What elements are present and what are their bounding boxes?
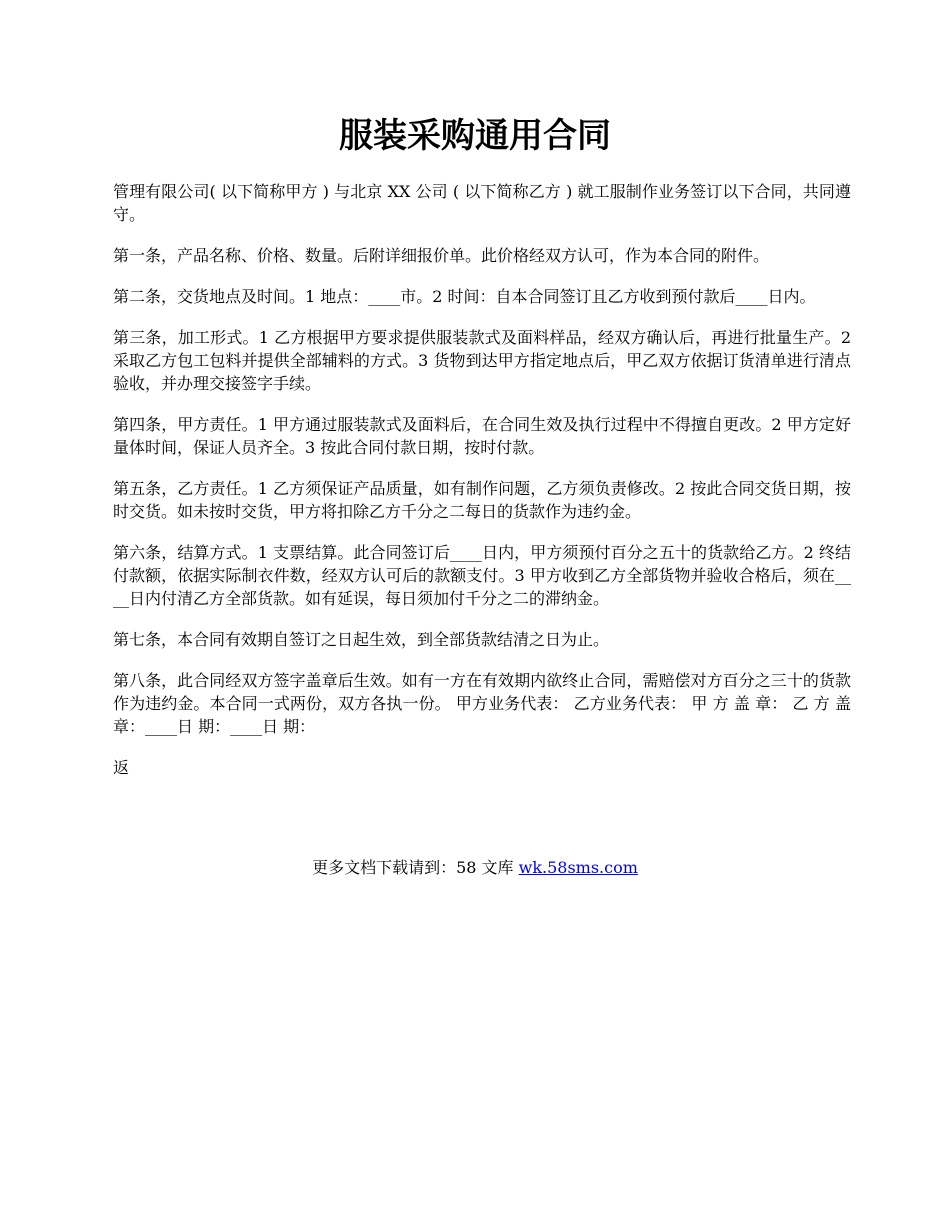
paragraph-article-4: 第四条，甲方责任。1 甲方通过服装款式及面料后，在合同生效及执行过程中不得擅自更改。2 甲方定好量体时间，保证人员齐全。3 按此合同付款日期，按时付款。	[113, 415, 851, 457]
footer-link[interactable]: wk.58sms.com	[518, 858, 638, 877]
paragraph-article-1: 第一条，产品名称、价格、数量。后附详细报价单。此价格经双方认可，作为本合同的附件。	[113, 246, 770, 265]
document-title: 服装采购通用合同	[339, 116, 611, 156]
footer-prefix-text: 更多文档下载请到：58 文库	[312, 858, 519, 877]
paragraph-article-2: 第二条，交货地点及时间。1 地点：____市。2 时间：自本合同签订且乙方收到预付款后____日内。	[113, 287, 816, 306]
paragraph-article-6: 第六条，结算方式。1 支票结算。此合同签订后____日内，甲方须预付百分之五十的货款给乙方。2 终结付款额，依据实际制衣件数，经双方认可后的款额支付。3 甲方收到乙方全部货物并验收合格后，须在____日内付清乙方全部货款。如有延误，每日须加付千分之二的滞纳金。	[113, 543, 851, 608]
paragraph-intro: 管理有限公司( 以下简称甲方 ) 与北京 XX 公司 ( 以下简称乙方 ) 就工服制作业务签订以下合同，共同遵守。	[113, 182, 851, 224]
paragraph-article-5: 第五条，乙方责任。1 乙方须保证产品质量，如有制作问题，乙方须负责修改。2 按此合同交货日期，按时交货。如未按时交货，甲方将扣除乙方千分之二每日的货款作为违约金。	[113, 479, 851, 521]
paragraph-article-7: 第七条，本合同有效期自签订之日起生效，到全部货款结清之日为止。	[113, 630, 610, 649]
footer-download-note	[0, 856, 950, 879]
document-body	[113, 180, 851, 797]
paragraph-return: 返	[113, 758, 130, 777]
paragraph-article-8: 第八条，此合同经双方签字盖章后生效。如有一方在有效期内欲终止合同，需赔偿对方百分之三十的货款作为违约金。本合同一式两份，双方各执一份。 甲方业务代表： 乙方业务代表： 甲 方 盖 章： 乙 方 盖 章：____日 期：____日 期：	[113, 671, 851, 736]
paragraph-article-3: 第三条，加工形式。1 乙方根据甲方要求提供服装款式及面料样品，经双方确认后，再进行批量生产。2 采取乙方包工包料并提供全部辅料的方式。3 货物到达甲方指定地点后，甲乙双方依据订货清单进行清点验收，并办理交接签字手续。	[113, 328, 851, 393]
